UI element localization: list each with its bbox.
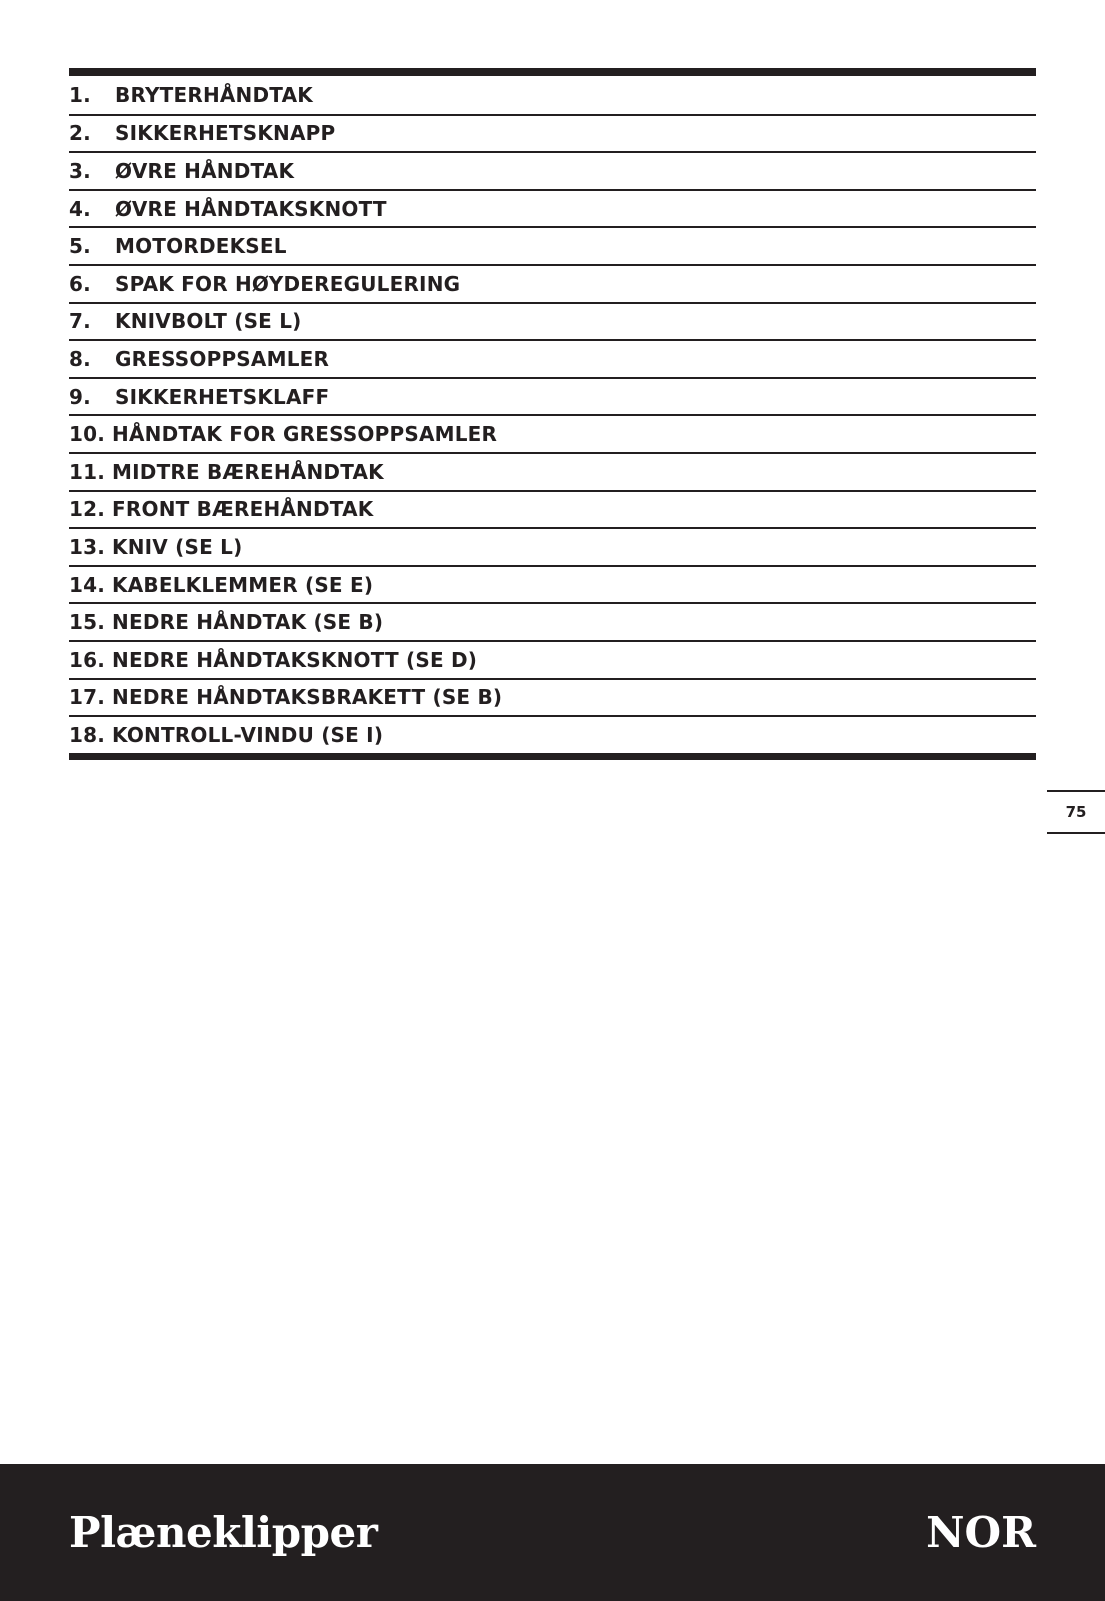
item-label: NEDRE HÅNDTAK (SE B) (112, 610, 384, 635)
item-number: 15. (69, 610, 106, 635)
item-number: 18. (69, 722, 106, 747)
item-label: MIDTRE BÆREHÅNDTAK (112, 459, 384, 484)
parts-list-item (69, 527, 1036, 565)
item-label: ØVRE HÅNDTAK (115, 158, 295, 183)
footer-bar (0, 1464, 1105, 1601)
footer-title: Plæneklipper (69, 1508, 378, 1557)
parts-list-item (69, 640, 1036, 678)
item-number: 14. (69, 572, 106, 597)
item-label: NEDRE HÅNDTAKSKNOTT (SE D) (112, 647, 478, 672)
item-label: FRONT BÆREHÅNDTAK (112, 497, 374, 522)
parts-list-item (69, 151, 1036, 189)
item-number: 3. (69, 158, 91, 183)
item-number: 1. (69, 82, 91, 107)
item-number: 5. (69, 234, 91, 259)
parts-list-item (69, 377, 1036, 415)
parts-list-item (69, 565, 1036, 603)
parts-list-item (69, 226, 1036, 264)
item-label: GRESSOPPSAMLER (115, 346, 330, 371)
item-label: KABELKLEMMER (SE E) (112, 572, 374, 597)
parts-list (69, 68, 1036, 760)
item-label: NEDRE HÅNDTAKSBRAKETT (SE B) (112, 685, 503, 710)
item-number: 16. (69, 647, 106, 672)
parts-list-item (69, 715, 1036, 753)
parts-list-item (69, 490, 1036, 528)
item-label: SPAK FOR HØYDEREGULERING (115, 271, 461, 296)
page-number: 75 (1047, 790, 1105, 834)
item-number: 11. (69, 459, 106, 484)
item-label: HÅNDTAK FOR GRESSOPPSAMLER (112, 422, 498, 447)
parts-list-item (69, 114, 1036, 152)
item-number: 9. (69, 384, 91, 409)
parts-list-item (69, 414, 1036, 452)
item-label: ØVRE HÅNDTAKSKNOTT (115, 196, 387, 221)
item-number: 7. (69, 309, 91, 334)
item-label: BRYTERHÅNDTAK (115, 82, 313, 107)
item-label: SIKKERHETSKNAPP (115, 121, 336, 146)
item-number: 4. (69, 196, 91, 221)
parts-list-item (69, 189, 1036, 227)
item-number: 8. (69, 346, 91, 371)
item-number: 17. (69, 685, 106, 710)
parts-list-item (69, 76, 1036, 114)
item-label: KNIV (SE L) (112, 534, 243, 559)
item-number: 10. (69, 422, 106, 447)
language-code: NOR (926, 1508, 1036, 1557)
item-label: KONTROLL-VINDU (SE I) (112, 722, 384, 747)
parts-list-item (69, 264, 1036, 302)
parts-list-item (69, 602, 1036, 640)
parts-list-item (69, 452, 1036, 490)
item-number: 12. (69, 497, 106, 522)
parts-list-item (69, 678, 1036, 716)
item-label: MOTORDEKSEL (115, 234, 287, 259)
item-number: 13. (69, 534, 106, 559)
item-label: KNIVBOLT (SE L) (115, 309, 302, 334)
parts-list-item (69, 339, 1036, 377)
item-number: 2. (69, 121, 91, 146)
item-number: 6. (69, 271, 91, 296)
parts-list-item (69, 302, 1036, 340)
item-label: SIKKERHETSKLAFF (115, 384, 330, 409)
